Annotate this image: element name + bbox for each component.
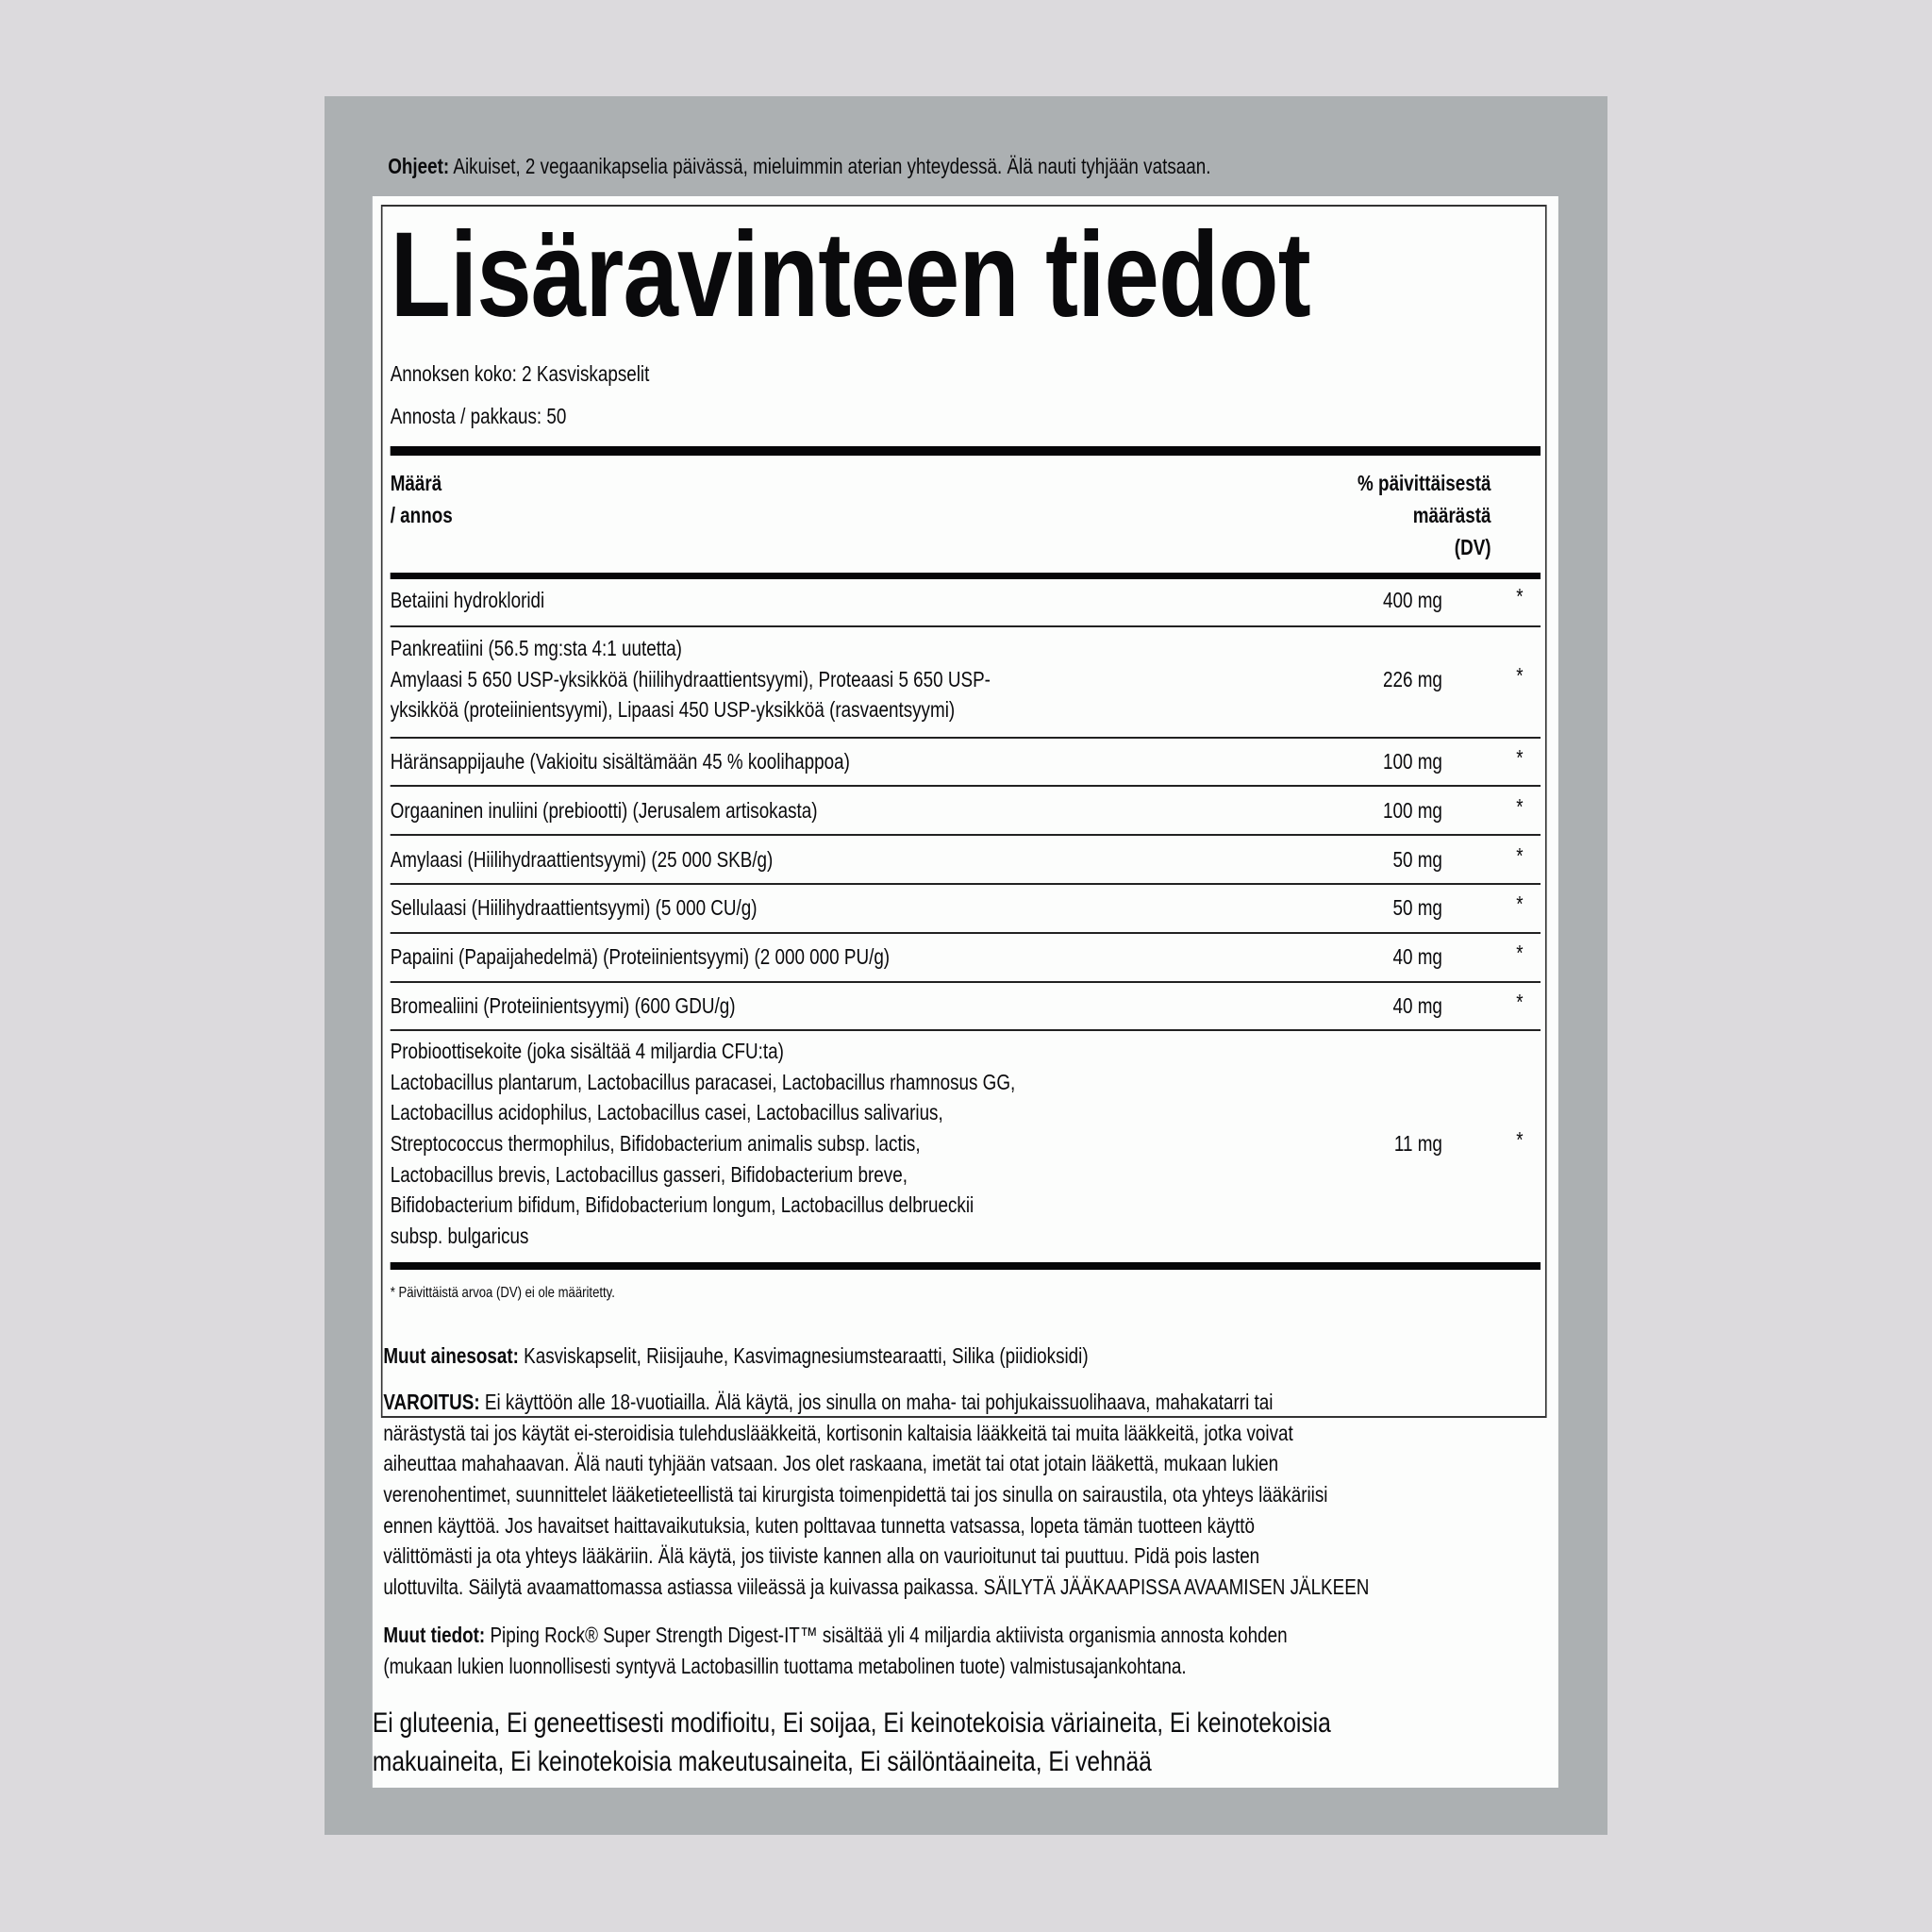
header-dv-line1: % päivittäisestä <box>1357 471 1491 495</box>
row-divider <box>391 834 1541 836</box>
row-divider <box>391 1029 1541 1031</box>
free-from-line: Ei gluteenia, Ei geneettisesti modifioitu, Ei soijaa, Ei keinotekoisia väriaineita, Ei keinotekoisia <box>372 1707 1331 1739</box>
warning-line: verenohentimet, suunnittelet lääketieteellistä tai kirurgista toimenpidettä tai jos sinulla on sairaustila, ota yhteys lääkäriisi <box>383 1482 1328 1507</box>
other-ingredients-text: Kasviskapselit, Riisijauhe, Kasvimagnesiumstearaatti, Silika (piidioksidi) <box>518 1343 1089 1368</box>
nutrient-amount: 40 mg <box>1392 944 1442 969</box>
warning-line: närästystä tai jos käytät ei-steroidisia tulehduslääkkeitä, kortisonin kaltaisia lääkkeitä tai muita lääkkeitä, jotka voivat <box>383 1421 1293 1445</box>
nutrient-dv: * <box>1516 941 1524 965</box>
nutrient-amount: 50 mg <box>1392 895 1442 920</box>
warning-line: ennen käyttöä. Jos havaitset haittavaikutuksia, kuten polttavaa tunnetta vatsassa, lopeta tämän tuotteen käyttö <box>383 1513 1256 1538</box>
other-info-label: Muut tiedot: <box>383 1623 486 1647</box>
nutrient-detail: subsp. bulgaricus <box>390 1224 529 1248</box>
other-info-line <box>383 1620 1287 1651</box>
header-amount-line2: / annos <box>390 503 453 527</box>
nutrient-detail: Lactobacillus plantarum, Lactobacillus paracasei, Lactobacillus rhamnosus GG, <box>390 1070 1016 1094</box>
directions <box>388 151 1210 182</box>
nutrient-dv: * <box>1516 990 1524 1014</box>
directions-text: Aikuiset, 2 vegaanikapselia päivässä, mieluimmin aterian yhteydessä. Älä nauti tyhjään vatsaan. <box>449 154 1211 178</box>
nutrient-dv: * <box>1516 745 1524 770</box>
nutrient-name: Papaiini (Papaijahedelmä) (Proteiinientsyymi) (2 000 000 PU/g) <box>390 944 891 969</box>
nutrient-detail: yksikköä (proteiinientsyymi), Lipaasi 450 USP-yksikköä (rasvaentsyymi) <box>390 697 956 722</box>
warning-text: Ei käyttöön alle 18-vuotiailla. Älä käytä, jos sinulla on maha- tai pohjukaissuolihaava, mahakatarri tai <box>479 1390 1274 1414</box>
nutrient-name: Pankreatiini (56.5 mg:sta 4:1 uutetta) <box>390 636 682 660</box>
nutrient-amount: 100 mg <box>1382 798 1442 823</box>
nutrient-name: Probioottisekoite (joka sisältää 4 miljardia CFU:ta) <box>390 1039 784 1063</box>
other-info-text: Piping Rock® Super Strength Digest-IT™ sisältää yli 4 miljardia aktiivista organismia annosta kohden <box>485 1623 1288 1647</box>
row-divider <box>391 785 1541 787</box>
nutrient-amount: 400 mg <box>1382 588 1442 612</box>
label-content <box>325 96 1607 1835</box>
nutrient-name: Bromealiini (Proteiinientsyymi) (600 GDU/g) <box>390 993 736 1018</box>
nutrient-dv: * <box>1516 584 1524 608</box>
warning-line: ulottuvilta. Säilytä avaamattomassa astiassa viileässä ja kuivassa paikassa. SÄILYTÄ JÄÄKAAPISSA AVAAMISEN JÄLKEEN <box>383 1574 1370 1599</box>
nutrient-name: Amylaasi (Hiilihydraattientsyymi) (25 000 SKB/g) <box>390 847 774 872</box>
nutrient-detail: Lactobacillus acidophilus, Lactobacillus casei, Lactobacillus salivarius, <box>390 1100 943 1124</box>
servings-per-container: Annosta / pakkaus: 50 <box>390 404 567 428</box>
nutrient-dv: * <box>1516 843 1524 868</box>
warning-line: välittömästi ja ota yhteys lääkäriin. Älä käytä, jos tiiviste kannen alla on vaurioitunut tai puuttuu. Pidä pois lasten <box>383 1543 1260 1568</box>
free-from-line: makuaineita, Ei keinotekoisia makeutusaineita, Ei säilöntäaineita, Ei vehnää <box>372 1746 1152 1777</box>
nutrient-detail: Lactobacillus brevis, Lactobacillus gasseri, Bifidobacterium breve, <box>390 1162 908 1187</box>
directions-label: Ohjeet: <box>388 154 450 178</box>
nutrient-dv: * <box>1516 891 1524 916</box>
thick-divider <box>391 573 1541 579</box>
other-info-line: (mukaan lukien luonnollisesti syntyvä Lactobasillin tuottama metabolinen tuote) valmistusajankohtana. <box>383 1654 1187 1678</box>
nutrient-dv: * <box>1516 794 1524 819</box>
header-dv-line3: (DV) <box>1454 535 1491 559</box>
row-divider <box>391 883 1541 885</box>
header-dv-line2: määrästä <box>1412 503 1491 527</box>
other-ingredients <box>383 1341 1088 1372</box>
nutrient-name: Häränsappijauhe (Vakioitu sisältämään 45 % koolihappoa) <box>390 749 850 774</box>
nutrient-detail: Bifidobacterium bifidum, Bifidobacterium longum, Lactobacillus delbrueckii <box>390 1192 974 1217</box>
serving-size: Annoksen koko: 2 Kasviskapselit <box>390 361 650 386</box>
footnote: * Päivittäistä arvoa (DV) ei ole määritetty. <box>390 1285 615 1301</box>
nutrient-name: Orgaaninen inuliini (prebiootti) (Jerusalem artisokasta) <box>390 798 818 823</box>
nutrient-name: Betaiini hydrokloridi <box>390 588 545 612</box>
row-divider <box>391 981 1541 983</box>
thick-divider <box>391 446 1541 456</box>
nutrient-amount: 100 mg <box>1382 749 1442 774</box>
nutrient-dv: * <box>1516 1127 1524 1152</box>
warning-label: VAROITUS: <box>383 1390 480 1414</box>
nutrient-amount: 50 mg <box>1392 847 1442 872</box>
row-divider <box>391 932 1541 934</box>
nutrient-detail: Streptococcus thermophilus, Bifidobacterium animalis subsp. lactis, <box>390 1131 921 1156</box>
thick-divider <box>391 1262 1541 1270</box>
nutrient-dv: * <box>1516 663 1524 688</box>
warning-line <box>383 1387 1273 1418</box>
nutrient-name: Sellulaasi (Hiilihydraattientsyymi) (5 000 CU/g) <box>390 895 758 920</box>
other-ingredients-label: Muut ainesosat: <box>383 1343 519 1368</box>
header-amount-line1: Määrä <box>390 471 442 495</box>
warning-line: aiheuttaa mahahaavan. Älä nauti tyhjään vatsaan. Jos olet raskaana, imetät tai otat jotain lääkettä, mukaan lukien <box>383 1451 1279 1475</box>
row-divider <box>391 625 1541 627</box>
row-divider <box>391 737 1541 739</box>
nutrient-detail: Amylaasi 5 650 USP-yksikköä (hiilihydraattientsyymi), Proteaasi 5 650 USP- <box>390 667 991 691</box>
label-panel <box>325 96 1607 1835</box>
facts-title: Lisäravinteen tiedot <box>390 208 1310 342</box>
nutrient-amount: 11 mg <box>1393 1131 1442 1156</box>
nutrient-amount: 40 mg <box>1392 993 1442 1018</box>
nutrient-amount: 226 mg <box>1382 667 1442 691</box>
